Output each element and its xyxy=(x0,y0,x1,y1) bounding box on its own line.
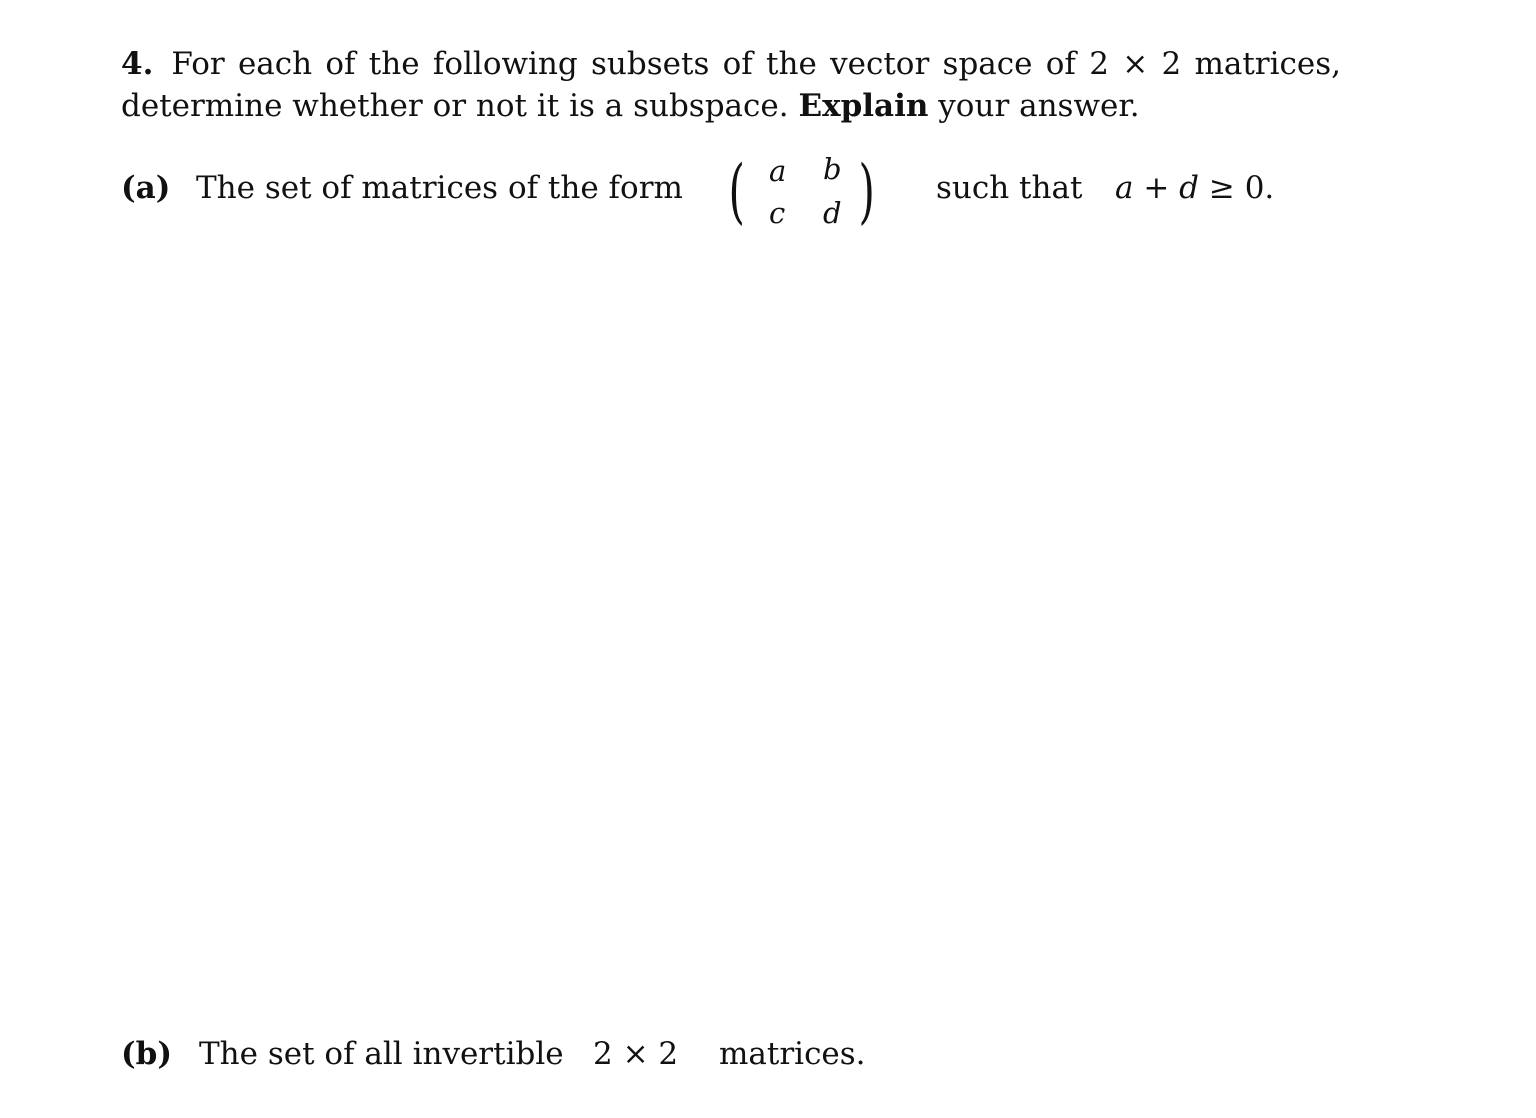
left-parenthesis: ( xyxy=(728,150,745,232)
problem-number: 4. xyxy=(121,46,154,82)
matrix-entry-c: c xyxy=(769,196,786,230)
matrix-entry-d: d xyxy=(823,196,842,230)
condition-var-a: a xyxy=(1115,170,1134,206)
part-a-label: (a) xyxy=(121,170,171,206)
part-b-end: matrices. xyxy=(719,1036,866,1072)
problem-intro: For each of the following subsets of the vector space of 2 × 2 matrices, determine whether or not it is a subspace. xyxy=(121,46,1341,124)
right-parenthesis: ) xyxy=(858,150,875,232)
part-b-label: (b) xyxy=(121,1036,173,1072)
part-a-text: The set of matrices of the form xyxy=(196,170,683,206)
matrix-entry-a: a xyxy=(769,154,787,188)
trace-condition xyxy=(1115,170,1274,206)
part-b xyxy=(121,1036,1021,1086)
problem-statement xyxy=(121,43,1341,127)
such-that-text: such that xyxy=(936,170,1083,206)
part-b-dimensions: 2 × 2 xyxy=(593,1036,679,1072)
part-b-text: The set of all invertible xyxy=(199,1036,564,1072)
matrix-2x2 xyxy=(723,148,883,243)
explain-emphasis: Explain xyxy=(798,88,929,124)
condition-plus: + xyxy=(1133,170,1180,206)
part-a xyxy=(121,148,1361,248)
problem-intro-end: your answer. xyxy=(938,88,1140,124)
condition-rest: ≥ 0. xyxy=(1199,170,1275,206)
condition-var-d: d xyxy=(1179,170,1200,206)
matrix-entry-b: b xyxy=(823,152,842,186)
